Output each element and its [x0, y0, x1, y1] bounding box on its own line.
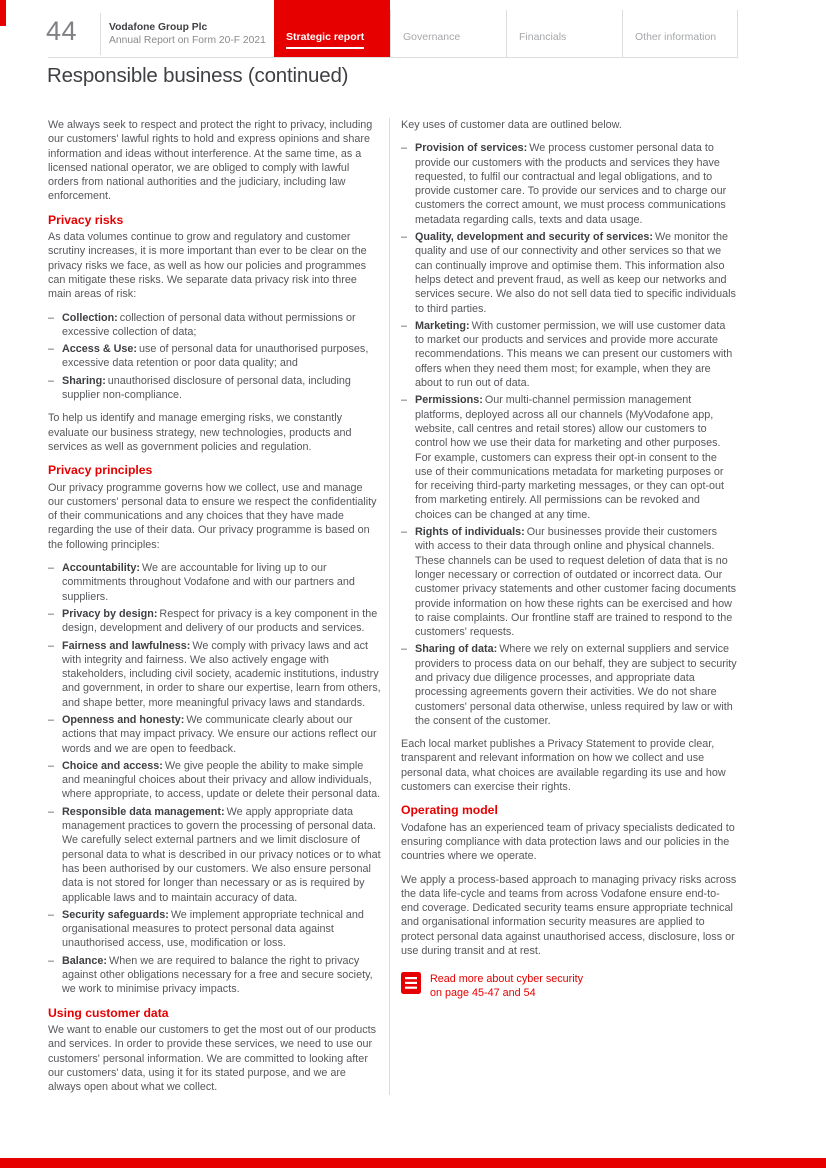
list-item-term: Permissions: [415, 394, 483, 407]
list-item [48, 908, 381, 951]
company-name: Vodafone Group Plc [109, 22, 208, 33]
list-item-text: Our multi-channel permission management platforms, deployed across all our channels (MyVodafone app, website, call centres and retail stores) allow our customers to control how we use their data for marketing and other purposes. For example, customers can express their opt-in consent to the use of their communications metadata for marketing purposes or for receiving third-party marketing messages, or they can opt-out from marketing entirely. All permissions can be revoked and choices can be changed at any time. [415, 394, 725, 521]
list-item-term: Responsible data management: [62, 805, 225, 818]
footer-bar [0, 1158, 826, 1168]
list-item [401, 393, 737, 522]
list-item-term: Balance: [62, 954, 108, 967]
paragraph: To help us identify and manage emerging risks, we constantly evaluate our business strategy, new technologies, products and services as well as government policies and regulation. [48, 412, 352, 453]
list-item-term: Accountability: [62, 562, 140, 575]
list-item-term: Openness and honesty: [62, 713, 185, 726]
list-item [48, 639, 381, 710]
bullet-list [401, 141, 737, 728]
section-heading: Privacy risks [48, 212, 124, 227]
list-item [48, 311, 381, 340]
list-item-text: use of personal data for unauthorised purposes, excessive data retention or poor data quality; and [62, 343, 369, 370]
right-column [401, 118, 737, 1001]
list-item [48, 607, 381, 636]
report-title: Annual Report on Form 20-F 2021 [109, 35, 266, 46]
tab-governance[interactable] [390, 10, 506, 57]
paragraph: We want to enable our customers to get the most out of our products and services. In order to provide these services, we need to use our customers' personal information. We are committed to looking after our customers' data, using it for its stated purpose, and we are always open about what we collect. [48, 1023, 377, 1094]
tab-other-information[interactable] [622, 10, 738, 57]
list-item-text: We implement appropriate technical and organisational measures to protect personal data against unauthorised access, use, modification or loss. [62, 908, 364, 950]
page-title: Responsible business (continued) [47, 64, 349, 87]
list-item-text: With customer permission, we will use customer data to market our products and services and provide more accurate recommendations. This means we can present our customers with offers when they need them most; for example, when they are about to run out of data. [415, 319, 733, 390]
list-item-text: We process customer personal data to provide our customers with the products and services they have requested, to fulfil our contractual and legal obligations, and to provide customer care. To provide our services and to charge our customers the correct amount, we must process communications metadata regarding calls, texts and data usage. [415, 142, 727, 226]
list-item-term: Quality, development and security of services: [415, 231, 654, 244]
left-column [48, 118, 381, 1103]
list-item-term: Rights of individuals: [415, 526, 525, 539]
paragraph: As data volumes continue to grow and regulatory and customer scrutiny increases, it is more important than ever to be clear on the privacy risks we face, as well as how our policies and programmes can mitigate these risks. We separate data privacy risk into three main areas of risk: [48, 231, 367, 301]
list-item [48, 342, 381, 371]
list-item [48, 954, 381, 997]
paragraph: We apply a process-based approach to managing privacy risks across the data life-cycle and teams from across Vodafone ensure end-to-end coverage. Dedicated security teams ensure appropriate technical and organisational information security measures are applied to protect personal data against unauthorised access, disclosure, loss or use during transit and at rest. [401, 873, 737, 958]
paragraph: Vodafone has an experienced team of privacy specialists dedicated to ensuring compliance with data protection laws and our policies in the countries where we operate. [401, 821, 735, 863]
tab-label: Governance [403, 31, 461, 43]
section-tabs [274, 0, 738, 57]
paragraph: We always seek to respect and protect the right to privacy, including our customers' lawful rights to hold and express opinions and share information and ideas without interference. At the same time, as a licensed national operator, we are obliged to comply with lawful orders from national authorities and the judiciary, including law enforcement. [48, 119, 373, 203]
list-item-term: Choice and access: [62, 759, 163, 772]
list-item-term: Marketing: [415, 319, 470, 332]
list-item-term: Privacy by design: [62, 607, 158, 620]
read-more-link[interactable] [401, 972, 737, 1001]
tab-financials[interactable] [506, 10, 622, 57]
tab-label: Other information [635, 31, 717, 43]
read-more-text: Read more about cyber security [430, 973, 584, 986]
page-number: 44 [46, 16, 78, 46]
list-item-text: We communicate clearly about our actions that may impact privacy. We ensure our actions reflect our words and we are open to feedback. [62, 713, 377, 755]
list-item [401, 319, 737, 390]
tab-strategic-report[interactable] [274, 0, 390, 57]
document-icon [401, 972, 421, 998]
list-item-term: Sharing of data: [415, 643, 498, 656]
list-item [48, 561, 381, 604]
list-item [48, 713, 381, 756]
list-item [48, 805, 381, 905]
list-item-text: Respect for privacy is a key component in the design, development and delivery of our products and services. [62, 607, 378, 635]
list-item-term: Provision of services: [415, 142, 528, 155]
list-item-text: unauthorised disclosure of personal data, including supplier non-compliance. [62, 374, 351, 402]
section-heading: Privacy principles [48, 463, 153, 478]
paragraph: Each local market publishes a Privacy Statement to provide clear, transparent and relevant information on how we collect and use personal data, what choices are available regarding its use and how customers can exercise their rights. [401, 738, 726, 794]
paragraph: Key uses of customer data are outlined below. [401, 119, 622, 131]
paragraph: Our privacy programme governs how we collect, use and manage our customers' personal data to ensure we respect the confidentiality of their communications and any choices that they have made regarding the use of their data. Our privacy programme is based on the following principles: [48, 481, 377, 551]
page-corner-accent [0, 0, 6, 26]
list-item-text: We give people the ability to make simple and meaningful choices about their privacy and allow individuals, where appropriate, to access, update or delete their personal data. [62, 759, 381, 801]
header-divider [100, 13, 101, 55]
header-text [109, 21, 266, 47]
read-more-text: on page 45-47 and 54 [430, 987, 536, 1000]
list-item-term: Collection: [62, 311, 118, 324]
section-heading: Operating model [401, 803, 498, 818]
list-item [48, 759, 381, 802]
list-item-text: We are accountable for living up to our commitments throughout Vodafone and with our partners and suppliers. [62, 562, 355, 603]
header-rule [48, 57, 738, 58]
list-item [401, 525, 737, 639]
list-item-text: When we are required to balance the right to privacy against other obligations necessary for a free and secure society, we work to minimise privacy impacts. [62, 954, 373, 996]
column-divider [389, 118, 390, 1095]
list-item-term: Security safeguards: [62, 908, 169, 921]
bullet-list [48, 311, 381, 403]
list-item-text: We comply with privacy laws and act with integrity and fairness. We also actively engage with stakeholders, including civil society, academic institutions, industry and government, in order to share our expertise, learn from others, and shape better, more meaningful privacy laws and standards. [62, 639, 381, 709]
list-item-text: We apply appropriate data management practices to govern the processing of personal data. We carefully select external partners and we limit disclosure of personal data to what is described in our privacy notices or to what has been authorised by our customers. We also ensure personal data is not stored for longer than necessary or as is required by applicable laws and to maintain accuracy of data. [62, 805, 381, 904]
list-item-term: Fairness and lawfulness: [62, 639, 191, 652]
list-item [48, 374, 381, 403]
bullet-list [48, 561, 381, 997]
list-item [401, 141, 737, 227]
list-item-text: Where we rely on external suppliers and service providers to process data on our behalf, they are subject to security and privacy due diligence processes, and appropriate data processing agreements govern their activities. We do not share customers' personal data otherwise, unless required by law or with the consent of the customer. [415, 643, 737, 727]
list-item-term: Access & Use: [62, 343, 138, 356]
section-heading: Using customer data [48, 1005, 169, 1020]
list-item-text: Our businesses provide their customers with access to their data through online and physical channels. These channels can be used to request deletion of data that is no longer necessary or correction of outdated or incorrect data. Our customer privacy statements and other customer facing documents provide information on how these rights can be exercised and how to raise complaints. Our frontline staff are trained to respond to the customers' requests. [415, 526, 737, 639]
list-item-text: collection of personal data without permissions or excessive collection of data; [62, 311, 356, 338]
list-item-text: We monitor the quality and use of our connectivity and other services so that we can continually improve and optimise them. This information also helps detect and prevent fraud, as well as keep our networks and services secure. We also do not sell data tied to specific individuals to third parties. [415, 231, 736, 315]
list-item [401, 230, 737, 316]
tab-label: Financials [519, 31, 567, 43]
tab-label: Strategic report [286, 31, 364, 49]
list-item [401, 642, 737, 728]
list-item-term: Sharing: [62, 374, 106, 387]
